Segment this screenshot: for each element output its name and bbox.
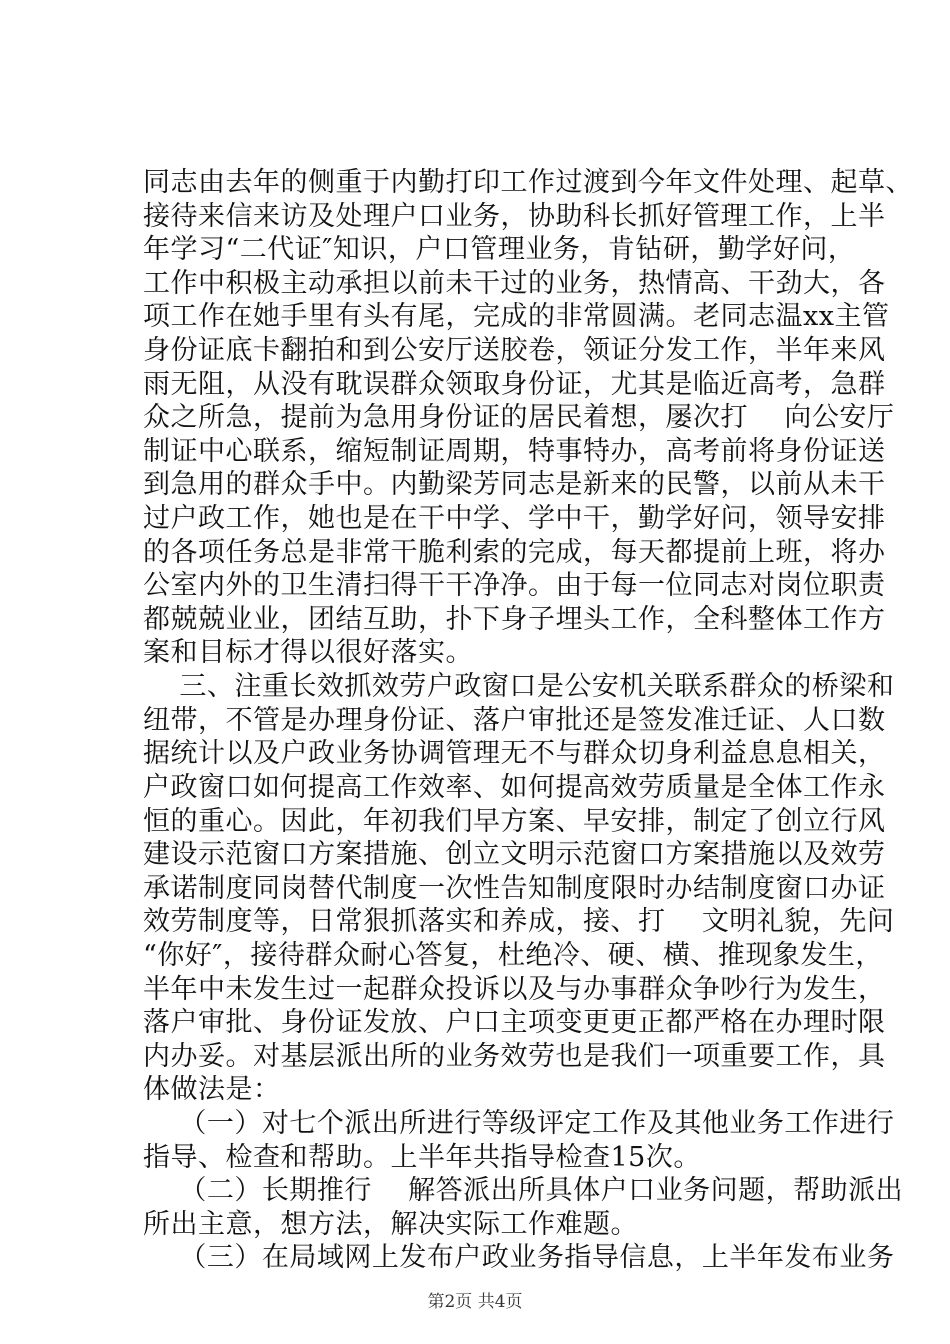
page-footer: 第2页 共4页 xyxy=(427,1292,523,1312)
text-line: 工作中积极主动承担以前未干过的业务，热情高、干劲大，各 xyxy=(143,267,886,299)
text-line: 项工作在她手里有头有尾，完成的非常圆满。老同志温xx主管 xyxy=(143,301,890,333)
text-line: 效劳制度等，日常狠抓落实和养成，接、打 文明礼貌，先问 xyxy=(143,906,895,938)
text-line: 到急用的群众手中。内勤梁芳同志是新来的民警，以前从未干 xyxy=(143,469,886,501)
text-line: 内办妥。对基层派出所的业务效劳也是我们一项重要工作，具 xyxy=(143,1040,886,1072)
text-line: 半年中未发生过一起群众投诉以及与办事群众争吵行为发生， xyxy=(143,973,886,1005)
text-line: 体做法是： xyxy=(143,1074,281,1106)
text-line: 指导、检查和帮助。上半年共指导检查15次。 xyxy=(143,1141,701,1173)
text-line: 年学习“二代证″知识，户口管理业务，肯钻研，勤学好问， xyxy=(143,234,856,266)
text-line: 落户审批、身份证发放、户口主项变更更正都严格在办理时限 xyxy=(143,1007,886,1039)
text-line: 承诺制度同岗替代制度一次性告知制度限时办结制度窗口办证 xyxy=(143,872,886,904)
text-line: 雨无阻，从没有耽误群众领取身份证，尤其是临近高考，急群 xyxy=(143,368,886,400)
text-line: 的各项任务总是非常干脆利索的完成，每天都提前上班，将办 xyxy=(143,536,886,568)
text-line: 过户政工作，她也是在干中学、学中干，勤学好问，领导安排 xyxy=(143,503,886,535)
text-line: 接待来信来访及处理户口业务，协助科长抓好管理工作，上半 xyxy=(143,200,886,232)
text-line: 纽带，不管是办理身份证、落户审批还是签发准迁证、人口数 xyxy=(143,704,886,736)
text-line: 据统计以及户政业务协调管理无不与群众切身利益息息相关， xyxy=(143,738,886,770)
text-line: 恒的重心。因此，年初我们早方案、早安排，制定了创立行风 xyxy=(143,805,886,837)
text-line: 都兢兢业业，团结互助，扑下身子埋头工作，全科整体工作方 xyxy=(143,603,886,635)
text-line: 建设示范窗口方案措施、创立文明示范窗口方案措施以及效劳 xyxy=(143,839,886,871)
text-line: 身份证底卡翻拍和到公安厅送胶卷，领证分发工作，半年来风 xyxy=(143,335,886,367)
text-line: 公室内外的卫生清扫得干干净净。由于每一位同志对岗位职责 xyxy=(143,570,886,602)
text-line: 案和目标才得以很好落实。 xyxy=(143,637,473,669)
list-item-line: （一）对七个派出所进行等级评定工作及其他业务工作进行 xyxy=(143,1107,895,1139)
text-line: 同志由去年的侧重于内勤打印工作过渡到今年文件处理、起草、 xyxy=(143,167,913,198)
text-line: 众之所急，提前为急用身份证的居民着想，屡次打 向公安厅 xyxy=(143,402,895,434)
text-line: 所出主意，想方法，解决实际工作难题。 xyxy=(143,1208,638,1240)
text-line: “你好″，接待群众耐心答复，杜绝冷、硬、横、推现象发生， xyxy=(143,939,883,971)
text-line: （三）在局域网上发布户政业务指导信息，上半年发布业务 xyxy=(143,1242,895,1274)
list-item-line: （二）长期推行 解答派出所具体户口业务问题，帮助派出 xyxy=(143,1175,904,1207)
text-line: 户政窗口如何提高工作效率、如何提高效劳质量是全体工作永 xyxy=(143,771,886,803)
section-heading-line: 三、注重长效抓效劳户政窗口是公安机关联系群众的桥梁和 xyxy=(143,671,895,703)
text-line: 制证中心联系，缩短制证周期，特事特办，高考前将身份证送 xyxy=(143,435,886,467)
